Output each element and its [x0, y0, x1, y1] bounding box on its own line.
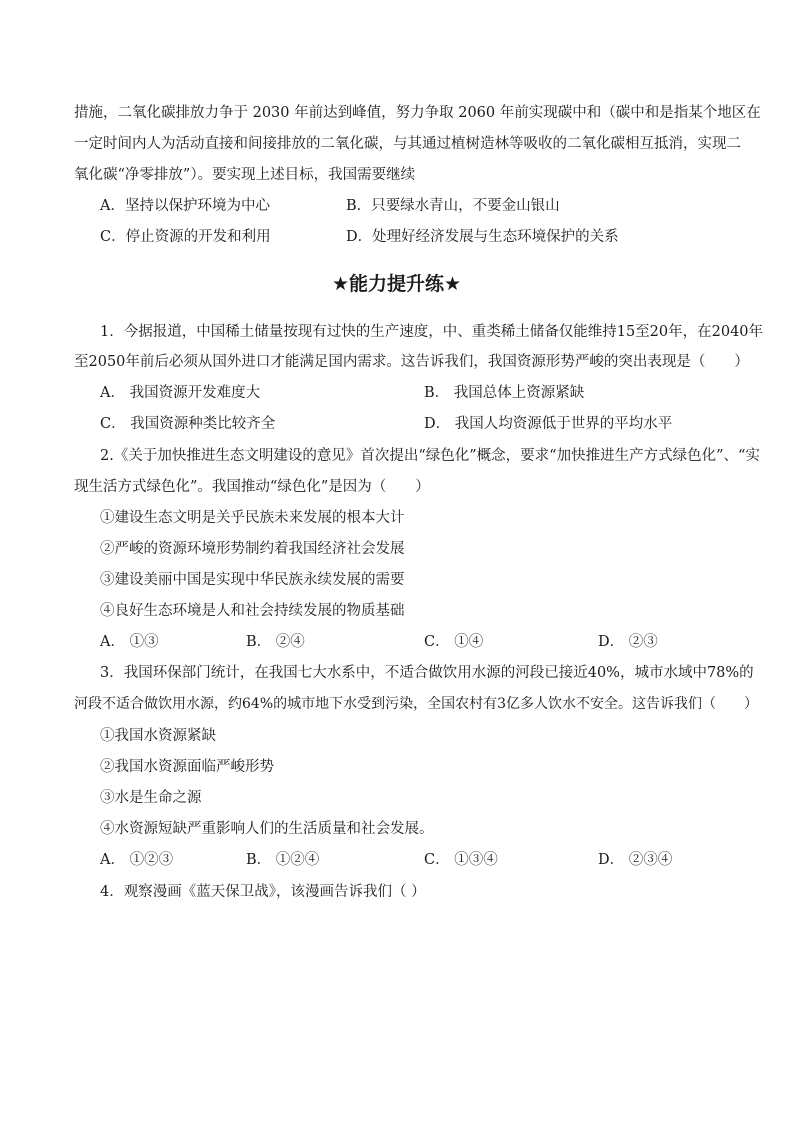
q4-line-1: 4．观察漫画《蓝天保卫战》，该漫画告诉我们（ ）: [100, 884, 426, 900]
q2-statement-3: ③建设美丽中国是实现中华民族永续发展的需要: [100, 572, 405, 588]
q2-statement-1: ①建设生态文明是关乎民族未来发展的根本大计: [100, 510, 405, 526]
q2-statement-2: ②严峻的资源环境形势制约着我国经济社会发展: [100, 541, 405, 557]
prev-question-line-3: 氧化碳“净零排放”）。要实现上述目标，我国需要继续: [74, 167, 416, 183]
q3-option-b: B． ①②④: [246, 852, 320, 868]
prev-option-d: D．处理好经济发展与生态环境保护的关系: [346, 229, 619, 245]
prev-option-c: C．停止资源的开发和利用: [100, 229, 271, 245]
q2-line-1: 2.《关于加快推进生态文明建设的意见》首次提出“绿色化”概念，要求“加快推进生产方式绿色化”、“实: [100, 448, 760, 464]
q1-option-b: B． 我国总体上资源紧缺: [424, 385, 585, 401]
q1-option-a: A． 我国资源开发难度大: [100, 385, 261, 401]
q3-line-1: 3．我国环保部门统计，在我国七大水系中，不适合做饮用水源的河段已接近40%，城市水域中78%的: [100, 665, 754, 681]
q1-line-1: 1．今据报道，中国稀土储量按现有过快的生产速度，中、重类稀土储备仅能维持15至20年，在2040年: [100, 324, 764, 340]
q1-line-2: 至2050年前后必须从国外进口才能满足国内需求。这告诉我们，我国资源形势严峻的突出表现是（ ）: [74, 354, 749, 370]
q3-statement-4: ④水资源短缺严重影响人们的生活质量和社会发展。: [100, 821, 434, 837]
q2-statement-4: ④良好生态环境是人和社会持续发展的物质基础: [100, 603, 405, 619]
q3-statement-1: ①我国水资源紧缺: [100, 728, 216, 744]
prev-option-a: A．坚持以保护环境为中心: [100, 198, 270, 214]
section-title: ★能力提升练★: [331, 273, 462, 295]
q1-option-d: D． 我国人均资源低于世界的平均水平: [424, 416, 673, 432]
q3-option-d: D． ②③④: [598, 852, 673, 868]
q2-option-d: D． ②③: [598, 634, 658, 650]
prev-question-line-1: 措施，二氧化碳排放力争于 2030 年前达到峰值，努力争取 2060 年前实现碳中和（碳中和是指某个地区在: [74, 105, 761, 121]
prev-option-b: B．只要绿水青山，不要金山银山: [346, 198, 560, 214]
q2-option-a: A． ①③: [100, 634, 159, 650]
q1-option-c: C． 我国资源种类比较齐全: [100, 416, 276, 432]
q3-option-a: A． ①②③: [100, 852, 174, 868]
q2-line-2: 现生活方式绿色化”。我国推动“绿色化”是因为（ ）: [74, 479, 430, 495]
q3-statement-2: ②我国水资源面临严峻形势: [100, 759, 274, 775]
q2-option-c: C． ①④: [424, 634, 484, 650]
q3-line-2: 河段不适合做饮用水源，约64%的城市地下水受到污染，全国农村有3亿多人饮水不安全。这告诉我们（ ）: [74, 696, 759, 712]
q2-option-b: B． ②④: [246, 634, 305, 650]
prev-question-line-2: 一定时间内人为活动直接和间接排放的二氧化碳，与其通过植树造林等吸收的二氧化碳相互抵消，实现二: [74, 136, 741, 152]
q3-statement-3: ③水是生命之源: [100, 790, 202, 806]
q3-option-c: C． ①③④: [424, 852, 498, 868]
